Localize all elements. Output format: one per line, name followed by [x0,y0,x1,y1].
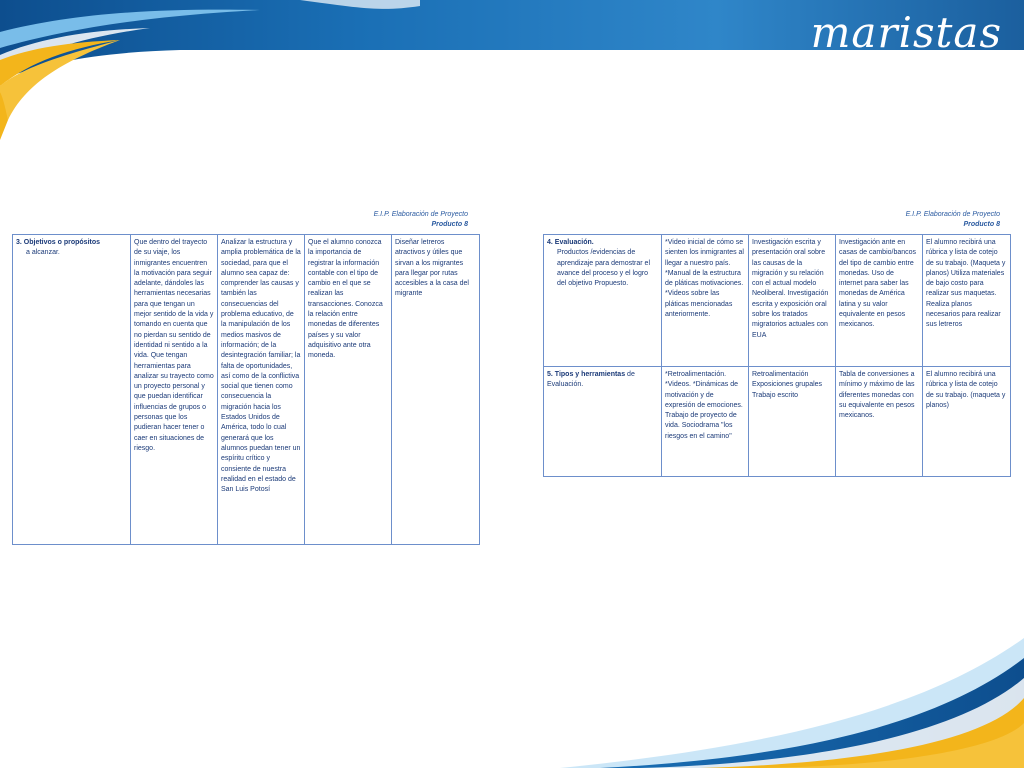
row-heading [544,367,662,477]
heading-number: 4. [547,239,553,246]
heading-bold: Tipos y herramientas [554,371,626,378]
heading-bold: Objetivos o propósitos [23,239,101,246]
left-header-product: Producto 8 [431,221,468,228]
table-row [544,367,1011,477]
right-header-title: E.I.P. Elaboración de Proyecto [905,211,1000,218]
table-cell: *Retroalimentación. *Videos. *Dinámicas de motivación y de expresión de emociones. Trabajo de proyecto de vida. Sociodrama "los riesgos en el camino" [662,367,749,477]
heading-bold: Evaluación. [554,239,594,246]
row-heading [544,235,662,367]
table-cell: Que dentro del trayecto de su viaje, los inmigrantes encuentren la motivación para seguir adelante, dándoles las herramientas necesarias para que tengan un mejor sentido de la vida y tomando en cuenta que no pierdan su sentido de identidad ni sentido a la vida. Que tengan herramientas para analizar su trayecto como un proyecto personal y que puedan identificar influencias de grupos o personas que los pudieran hacer tener o caer en situaciones de riesgo. [131,235,218,545]
table-row [13,235,480,545]
right-evaluation-table [543,234,1011,477]
table-cell: El alumno recibirá una rúbrica y lista de cotejo de su trabajo. (Maqueta y planos) Utiliza materiales de bajo costo para realizar sus maquetas. Realiza planos necesarios para realizar sus letreros [923,235,1011,367]
left-header-title: E.I.P. Elaboración de Proyecto [373,211,468,218]
left-objectives-table [12,234,480,545]
heading-number: 5. [547,371,553,378]
bottom-swoosh [0,618,1024,768]
heading-rest: de Evaluación. [547,371,635,389]
table-cell: Investigación ante en casas de cambio/bancos del tipo de cambio entre monedas. Uso de internet para saber las monedas de América latina y su valor equivalente en pesos mexicanos. [836,235,923,367]
left-page-header [300,210,468,230]
table-cell: *Video inicial de cómo se sienten los inmigrantes al llegar a nuestro país. *Manual de la estructura de pláticas motivaciones. *Videos sobre las pláticas mencionadas anteriormente. [662,235,749,367]
row-heading [13,235,131,545]
right-page-header [830,210,1000,230]
heading-rest: Productos /evidencias de aprendizaje para demostrar el avance del proceso y el logro del objetivo Propuesto. [557,249,650,288]
right-header-product: Producto 8 [963,221,1000,228]
heading-number: 3. [16,239,22,246]
table-cell: Investigación escrita y presentación oral sobre las causas de la migración y su relación con el actual modelo Neoliberal. Investigación escrita y exposición oral sobre los tratados migratorios actuales con EUA [749,235,836,367]
table-cell: Tabla de conversiones a mínimo y máximo de las diferentes monedas con su equivalente en pesos mexicanos. [836,367,923,477]
heading-rest: a alcanzar. [26,249,60,257]
table-cell: Que el alumno conozca la importancia de registrar la información contable con el tipo de cambio en el que se realizan las transacciones. Conozca la relación entre monedas de diferentes países y su valor adquisitivo ante otra moneda. [305,235,392,545]
table-cell: Analizar la estructura y amplia problemática de la sociedad, para que el alumno sea capaz de: comprender las causas y también las consecuencias del problema educativo, de la manipulación de los medios masivos de información; de la desintegración familiar; la falta de oportunidades, así como de la conflictiva social que tienen como consecuencia la migración hacia los Estados Unidos de América, todo lo cual generará que los alumnos puedan tener un espíritu crítico y consiente de nuestra realidad en el estado de San Luis Potosí [218,235,305,545]
table-cell: Diseñar letreros atractivos y útiles que sirvan a los migrantes para llegar por rutas accesibles a la casa del migrante [392,235,480,545]
table-row [544,235,1011,367]
maristas-logo: maristas [810,8,1002,57]
table-cell: El alumno recibirá una rúbrica y lista de cotejo de su trabajo. (maqueta y planos) [923,367,1011,477]
table-cell: Retroalimentación Exposiciones grupales Trabajo escrito [749,367,836,477]
